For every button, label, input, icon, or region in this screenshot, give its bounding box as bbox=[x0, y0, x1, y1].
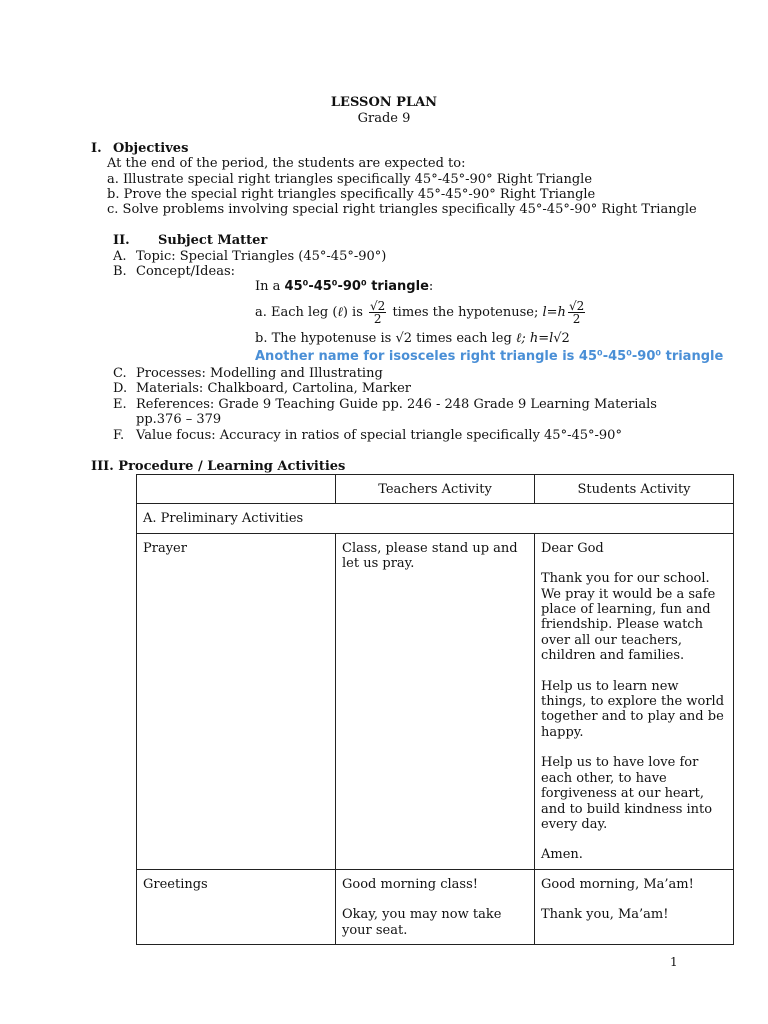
grade-subtitle: Grade 9 bbox=[357, 111, 411, 126]
students-activity-header: Students Activity bbox=[535, 475, 734, 504]
fraction-denominator: 2 bbox=[572, 312, 581, 326]
table-header-empty bbox=[137, 475, 336, 504]
table-row bbox=[137, 869, 734, 944]
triangle-bold-text: 45⁰-45⁰-90⁰ triangle bbox=[284, 279, 429, 294]
teacher-text: Class, please stand up and let us pray. bbox=[342, 540, 518, 572]
materials-text: Materials: Chalkboard, Cartolina, Marker bbox=[136, 381, 411, 396]
topic-letter: A. bbox=[113, 249, 127, 264]
processes-letter: C. bbox=[113, 366, 127, 381]
concept-letter: B. bbox=[113, 264, 127, 279]
procedure-table bbox=[136, 474, 734, 945]
concept-text: Concept/Ideas: bbox=[136, 264, 235, 279]
student-text: Good morning, Ma’am! bbox=[541, 876, 694, 892]
times-hypotenuse-text: times the hypotenuse; bbox=[392, 305, 539, 320]
leg-rule-prefix: a. Each leg ( bbox=[255, 305, 338, 320]
h-equals-l-formula: ; h=l bbox=[521, 331, 554, 346]
hyp-rule-mid: times each leg bbox=[416, 331, 512, 346]
fraction-numerator: √2 bbox=[568, 299, 585, 313]
colon-text: : bbox=[428, 279, 434, 294]
hypotenuse-rule-line bbox=[255, 331, 570, 346]
references-letter: E. bbox=[113, 397, 127, 412]
objective-item: b. Prove the special right triangles specifically 45°-45°-90° Right Triangle bbox=[107, 187, 596, 202]
student-text: Help us to learn new things, to explore the world together and to play and be happy. bbox=[541, 678, 725, 740]
processes-text: Processes: Modelling and Illustrating bbox=[136, 366, 383, 381]
leg-symbol: ℓ bbox=[515, 331, 522, 346]
leg-rule-line bbox=[255, 298, 587, 328]
greetings-label: Greetings bbox=[137, 869, 336, 944]
objectives-number: I. bbox=[91, 141, 102, 156]
references-pages: pp.376 – 379 bbox=[136, 412, 222, 427]
leg-symbol: ℓ bbox=[337, 305, 343, 320]
student-text: Thank you for our school. We pray it would be a safe place of learning, fun and friendship. Please watch over all our teachers, children and families. bbox=[541, 571, 716, 664]
topic-text: Topic: Special Triangles (45°-45°-90°) bbox=[136, 249, 387, 264]
leg-rule-mid: ) is bbox=[342, 305, 363, 320]
objectives-heading: Objectives bbox=[113, 141, 189, 156]
subject-matter-number: II. bbox=[113, 233, 130, 248]
table-row bbox=[137, 533, 734, 869]
prayer-teacher-cell bbox=[336, 533, 535, 869]
greetings-teacher-cell bbox=[336, 869, 535, 944]
greetings-student-cell bbox=[535, 869, 734, 944]
subject-matter-heading: Subject Matter bbox=[158, 233, 268, 248]
in-a-text: In a bbox=[255, 279, 281, 294]
page-number: 1 bbox=[670, 955, 678, 969]
sqrt2-inline: √2 bbox=[395, 331, 413, 346]
objective-item: a. Illustrate special right triangles specifically 45°-45°-90° Right Triangle bbox=[107, 172, 593, 187]
materials-letter: D. bbox=[113, 381, 128, 396]
fraction-denominator: 2 bbox=[373, 312, 382, 326]
preliminary-activities-cell: A. Preliminary Activities bbox=[137, 504, 734, 533]
isosceles-note: Another name for isosceles right triangle is 45⁰-45⁰-90⁰ triangle bbox=[255, 349, 724, 364]
teacher-text: Good morning class! bbox=[342, 876, 478, 892]
objectives-intro: At the end of the period, the students are expected to: bbox=[107, 156, 466, 171]
student-text: Dear God bbox=[541, 540, 604, 556]
references-text: References: Grade 9 Teaching Guide pp. 246 - 248 Grade 9 Learning Materials bbox=[136, 397, 657, 412]
table-section-row bbox=[137, 504, 734, 533]
teachers-activity-header: Teachers Activity bbox=[336, 475, 535, 504]
hyp-rule-prefix: b. The hypotenuse is bbox=[255, 331, 392, 346]
student-text: Help us to have love for each other, to have forgiveness at our heart, and to build kindness into every day. bbox=[541, 755, 713, 832]
value-focus-text: Value focus: Accuracy in ratios of special triangle specifically 45°-45°-90° bbox=[136, 428, 622, 443]
student-text: Thank you, Ma’am! bbox=[541, 907, 669, 923]
value-focus-letter: F. bbox=[113, 428, 125, 443]
sqrt2-over-2-fraction bbox=[369, 300, 386, 325]
fraction-numerator: √2 bbox=[370, 299, 386, 313]
l-equals-h-formula: l=h bbox=[542, 305, 566, 320]
table-header-row bbox=[137, 475, 734, 504]
sqrt2-over-2-fraction-formula bbox=[568, 300, 585, 325]
lesson-plan-title: LESSON PLAN bbox=[330, 95, 438, 110]
prayer-student-cell bbox=[535, 533, 734, 869]
teacher-text: Okay, you may now take your seat. bbox=[342, 907, 502, 938]
prayer-label: Prayer bbox=[137, 533, 336, 869]
student-text: Amen. bbox=[541, 847, 583, 863]
objective-item: c. Solve problems involving special right triangles specifically 45°-45°-90° Right Triangle bbox=[107, 202, 697, 217]
sqrt2-inline: √2 bbox=[553, 331, 570, 346]
procedure-heading: III. Procedure / Learning Activities bbox=[91, 459, 346, 474]
concept-triangle-line bbox=[255, 279, 433, 294]
